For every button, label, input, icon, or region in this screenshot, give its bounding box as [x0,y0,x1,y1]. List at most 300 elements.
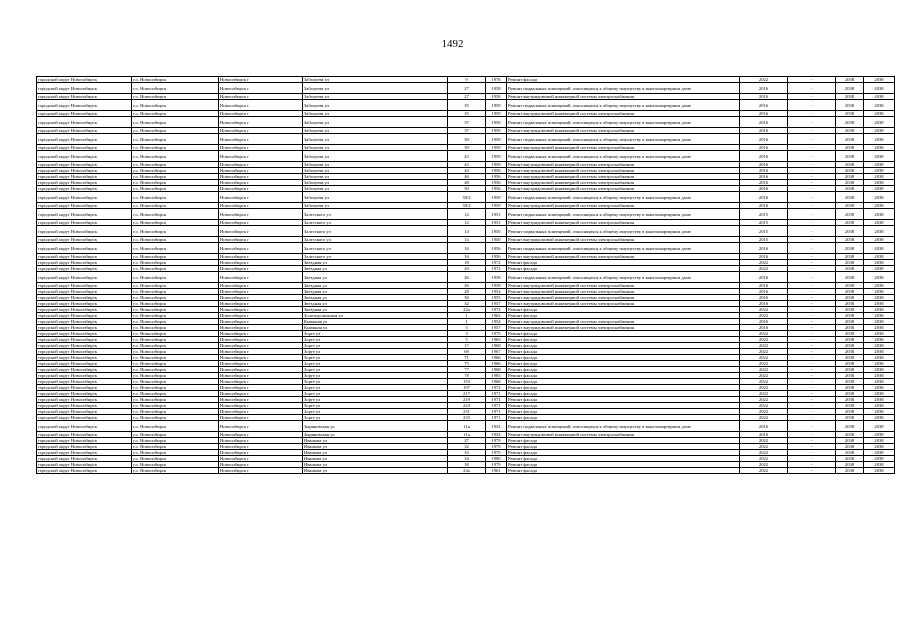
period-end-cell: 2038 [864,151,895,162]
build-year-cell: 1959 [486,117,507,128]
street-cell: Зорге ул [303,343,448,349]
table-row [37,272,895,283]
street-cell: Забалуева ул [303,134,448,145]
dash-cell: - [788,349,836,355]
period-end-cell: 2038 [864,415,895,421]
period-end-cell: 2038 [864,355,895,361]
table-row [37,456,895,462]
plan-year-cell: 2022 [740,355,788,361]
municipality-cell: г.о. Новосибирск [132,450,219,456]
municipality-cell: г.о. Новосибирск [132,77,219,83]
city-cell: Новосибирск г [219,260,303,266]
table-row [37,403,895,409]
dash-cell: - [788,237,836,243]
street-cell: Забалуева ул [303,145,448,151]
build-year-cell: 1972 [486,385,507,391]
city-cell: Новосибирск г [219,174,303,180]
plan-year-cell: 2022 [740,385,788,391]
dash-cell: - [788,367,836,373]
city-cell: Новосибирск г [219,226,303,237]
city-cell: Новосибирск г [219,349,303,355]
house-number-cell: 27 [448,438,486,444]
street-cell: Звездная ул [303,307,448,313]
work-type-cell: Ремонт внутридомовой инженерной системы электроснабжения [507,301,740,307]
period-start-cell: 2038 [836,361,864,367]
house-number-cell: 33 [448,450,486,456]
period-start-cell: 2038 [836,283,864,289]
plan-year-cell: 2016 [740,272,788,283]
build-year-cell: 1961 [486,468,507,474]
period-end-cell: 2038 [864,397,895,403]
period-start-cell: 2038 [836,289,864,295]
table-row [37,180,895,186]
plan-year-cell: 2015 [740,226,788,237]
district-cell: городской округ Новосибирск [37,373,132,379]
table-row [37,145,895,151]
period-end-cell: 2038 [864,209,895,220]
build-year-cell: 1962 [486,313,507,319]
municipality-cell: г.о. Новосибирск [132,111,219,117]
street-cell: Зорге ул [303,349,448,355]
table-row [37,162,895,168]
build-year-cell: 1954 [486,319,507,325]
city-cell: Новосибирск г [219,361,303,367]
work-type-cell: Ремонт внутридомовой инженерной системы электроснабжения [507,94,740,100]
period-end-cell: 2038 [864,254,895,260]
city-cell: Новосибирск г [219,289,303,295]
house-number-cell: 28 [448,289,486,295]
work-type-cell: Ремонт фасада [507,355,740,361]
period-start-cell: 2038 [836,151,864,162]
plan-year-cell: 2022 [740,450,788,456]
city-cell: Новосибирск г [219,111,303,117]
house-number-cell: 3 [448,325,486,331]
table-row [37,462,895,468]
period-end-cell: 2038 [864,325,895,331]
plan-year-cell: 2016 [740,301,788,307]
table-row [37,237,895,243]
district-cell: городской округ Новосибирск [37,254,132,260]
city-cell: Новосибирск г [219,343,303,349]
build-year-cell: 1979 [486,444,507,450]
period-start-cell: 2038 [836,203,864,209]
table-row [37,289,895,295]
dash-cell: - [788,203,836,209]
city-cell: Новосибирск г [219,432,303,438]
work-type-cell: Ремонт фасада [507,462,740,468]
table-row [37,301,895,307]
table-row [37,77,895,83]
work-type-cell: Ремонт внутридомовой инженерной системы электроснабжения [507,325,740,331]
house-number-cell: 35 [448,100,486,111]
dash-cell: - [788,243,836,254]
district-cell: городской округ Новосибирск [37,456,132,462]
dash-cell: - [788,397,836,403]
plan-year-cell: 2016 [740,128,788,134]
street-cell: Зыряновская ул [303,432,448,438]
plan-year-cell: 2016 [740,83,788,94]
district-cell: городской округ Новосибирск [37,237,132,243]
house-number-cell: 39/2 [448,192,486,203]
street-cell: Ивашова ул [303,450,448,456]
municipality-cell: г.о. Новосибирск [132,180,219,186]
city-cell: Новосибирск г [219,145,303,151]
dash-cell: - [788,468,836,474]
table-row [37,83,895,94]
house-number-cell: 37 [448,117,486,128]
district-cell: городской округ Новосибирск [37,450,132,456]
period-start-cell: 2038 [836,462,864,468]
period-end-cell: 2038 [864,186,895,192]
city-cell: Новосибирск г [219,468,303,474]
table-row [37,397,895,403]
city-cell: Новосибирск г [219,415,303,421]
plan-year-cell: 2022 [740,313,788,319]
build-year-cell: 1951 [486,209,507,220]
house-number-cell: 32 [448,444,486,450]
period-end-cell: 2038 [864,331,895,337]
period-end-cell: 2038 [864,313,895,319]
table-row [37,409,895,415]
work-type-cell: Ремонт фасада [507,266,740,272]
work-type-cell: Ремонт фасада [507,397,740,403]
dash-cell: - [788,192,836,203]
street-cell: Забалуева ул [303,128,448,134]
period-end-cell: 2038 [864,283,895,289]
period-end-cell: 2038 [864,367,895,373]
work-type-cell: Ремонт подвальных помещений, относящихся к общему имуществу в многоквартирном доме [507,243,740,254]
period-start-cell: 2038 [836,174,864,180]
dash-cell: - [788,444,836,450]
build-year-cell: 1975 [486,331,507,337]
work-type-cell: Ремонт фасада [507,444,740,450]
district-cell: городской округ Новосибирск [37,162,132,168]
street-cell: Зорге ул [303,415,448,421]
period-start-cell: 2038 [836,94,864,100]
build-year-cell: 1958 [486,272,507,283]
district-cell: городской округ Новосибирск [37,355,132,361]
build-year-cell: 1959 [486,151,507,162]
table-row [37,438,895,444]
house-number-cell: 50 [448,186,486,192]
work-type-cell: Ремонт фасада [507,337,740,343]
work-type-cell: Ремонт подвальных помещений, относящихся к общему имуществу в многоквартирном доме [507,421,740,432]
table-row [37,117,895,128]
district-cell: городской округ Новосибирск [37,462,132,468]
period-start-cell: 2038 [836,272,864,283]
period-end-cell: 2038 [864,111,895,117]
municipality-cell: г.о. Новосибирск [132,283,219,289]
house-number-cell: 197 [448,385,486,391]
period-start-cell: 2038 [836,367,864,373]
build-year-cell: 1954 [486,289,507,295]
dash-cell: - [788,361,836,367]
street-cell: Забалуева ул [303,111,448,117]
table-row [37,343,895,349]
district-cell: городской округ Новосибирск [37,145,132,151]
dash-cell: - [788,220,836,226]
municipality-cell: г.о. Новосибирск [132,379,219,385]
period-end-cell: 2038 [864,403,895,409]
dash-cell: - [788,331,836,337]
period-end-cell: 2038 [864,168,895,174]
district-cell: городской округ Новосибирск [37,83,132,94]
build-year-cell: 1950 [486,226,507,237]
period-start-cell: 2038 [836,168,864,174]
municipality-cell: г.о. Новосибирск [132,203,219,209]
city-cell: Новосибирск г [219,77,303,83]
work-type-cell: Ремонт внутридомовой инженерной системы электроснабжения [507,254,740,260]
table-row [37,203,895,209]
house-number-cell: 26 [448,272,486,283]
municipality-cell: г.о. Новосибирск [132,337,219,343]
street-cell: Забалуева ул [303,192,448,203]
dash-cell: - [788,260,836,266]
table-row [37,283,895,289]
city-cell: Новосибирск г [219,456,303,462]
plan-year-cell: 2016 [740,180,788,186]
work-type-cell: Ремонт внутридомовой инженерной системы электроснабжения [507,168,740,174]
period-end-cell: 2038 [864,220,895,226]
municipality-cell: г.о. Новосибирск [132,397,219,403]
period-end-cell: 2038 [864,379,895,385]
period-start-cell: 2038 [836,385,864,391]
district-cell: городской округ Новосибирск [37,289,132,295]
municipality-cell: г.о. Новосибирск [132,192,219,203]
table-row [37,128,895,134]
district-cell: городской округ Новосибирск [37,168,132,174]
city-cell: Новосибирск г [219,117,303,128]
period-start-cell: 2038 [836,319,864,325]
street-cell: Звездная ул [303,289,448,295]
street-cell: Забалуева ул [303,162,448,168]
dash-cell: - [788,343,836,349]
house-number-cell: 22а [448,307,486,313]
street-cell: Книжная ул [303,325,448,331]
table-row [37,391,895,397]
work-type-cell: Ремонт фасада [507,379,740,385]
build-year-cell: 1959 [486,145,507,151]
table-row [37,385,895,391]
table-row [37,373,895,379]
plan-year-cell: 2016 [740,186,788,192]
municipality-cell: г.о. Новосибирск [132,162,219,168]
work-type-cell: Ремонт подвальных помещений, относящихся к общему имуществу в многоквартирном доме [507,134,740,145]
table-row [37,226,895,237]
dash-cell: - [788,209,836,220]
period-end-cell: 2038 [864,391,895,397]
period-end-cell: 2038 [864,373,895,379]
work-type-cell: Ремонт фасада [507,361,740,367]
municipality-cell: г.о. Новосибирск [132,462,219,468]
city-cell: Новосибирск г [219,203,303,209]
work-type-cell: Ремонт внутридомовой инженерной системы электроснабжения [507,237,740,243]
period-start-cell: 2038 [836,128,864,134]
build-year-cell: 1951 [486,220,507,226]
street-cell: Зорге ул [303,409,448,415]
street-cell: Забалуева ул [303,117,448,128]
build-year-cell: 1959 [486,203,507,209]
period-start-cell: 2038 [836,415,864,421]
municipality-cell: г.о. Новосибирск [132,355,219,361]
district-cell: городской округ Новосибирск [37,468,132,474]
work-type-cell: Ремонт внутридомовой инженерной системы электроснабжения [507,180,740,186]
build-year-cell: 1959 [486,111,507,117]
plan-year-cell: 2022 [740,260,788,266]
city-cell: Новосибирск г [219,391,303,397]
period-start-cell: 2038 [836,397,864,403]
dash-cell: - [788,151,836,162]
district-cell: городской округ Новосибирск [37,243,132,254]
district-cell: городской округ Новосибирск [37,438,132,444]
work-type-cell: Ремонт внутридомовой инженерной системы электроснабжения [507,162,740,168]
municipality-cell: г.о. Новосибирск [132,343,219,349]
period-end-cell: 2038 [864,438,895,444]
municipality-cell: г.о. Новосибирск [132,226,219,237]
street-cell: Зорге ул [303,331,448,337]
city-cell: Новосибирск г [219,209,303,220]
district-cell: городской округ Новосибирск [37,325,132,331]
municipality-cell: г.о. Новосибирск [132,209,219,220]
table-row [37,295,895,301]
municipality-cell: г.о. Новосибирск [132,254,219,260]
build-year-cell: 1956 [486,168,507,174]
period-end-cell: 2038 [864,272,895,283]
street-cell: Залесского ул [303,220,448,226]
build-year-cell: 1972 [486,266,507,272]
city-cell: Новосибирск г [219,438,303,444]
period-start-cell: 2038 [836,379,864,385]
build-year-cell: 1958 [486,283,507,289]
dash-cell: - [788,111,836,117]
table-row [37,209,895,220]
period-end-cell: 2038 [864,444,895,450]
build-year-cell: 1954 [486,432,507,438]
district-cell: городской округ Новосибирск [37,266,132,272]
work-type-cell: Ремонт фасада [507,349,740,355]
house-number-cell: 5 [448,337,486,343]
dash-cell: - [788,313,836,319]
district-cell: городской округ Новосибирск [37,409,132,415]
street-cell: Залесского ул [303,254,448,260]
dash-cell: - [788,128,836,134]
table-row [37,444,895,450]
house-number-cell: 24а [448,468,486,474]
street-cell: Звездная ул [303,266,448,272]
dash-cell: - [788,272,836,283]
city-cell: Новосибирск г [219,444,303,450]
plan-year-cell: 2016 [740,151,788,162]
work-type-cell: Ремонт фасада [507,331,740,337]
table-row [37,379,895,385]
dash-cell: - [788,307,836,313]
district-cell: городской округ Новосибирск [37,391,132,397]
house-number-cell: 38 [448,462,486,468]
plan-year-cell: 2016 [740,432,788,438]
district-cell: городской округ Новосибирск [37,220,132,226]
dash-cell: - [788,391,836,397]
plan-year-cell: 2016 [740,325,788,331]
period-end-cell: 2038 [864,192,895,203]
street-cell: Зорге ул [303,391,448,397]
build-year-cell: 1959 [486,134,507,145]
plan-year-cell: 2022 [740,444,788,450]
municipality-cell: г.о. Новосибирск [132,325,219,331]
city-cell: Новосибирск г [219,272,303,283]
dash-cell: - [788,162,836,168]
city-cell: Новосибирск г [219,450,303,456]
plan-year-cell: 2015 [740,209,788,220]
house-number-cell: 14 [448,226,486,237]
dash-cell: - [788,100,836,111]
dash-cell: - [788,77,836,83]
period-end-cell: 2038 [864,174,895,180]
street-cell: Забалуева ул [303,174,448,180]
city-cell: Новосибирск г [219,337,303,343]
municipality-cell: г.о. Новосибирск [132,174,219,180]
street-cell: Звездная ул [303,260,448,266]
municipality-cell: г.о. Новосибирск [132,319,219,325]
house-number-cell: 233 [448,415,486,421]
table-row [37,220,895,226]
period-start-cell: 2038 [836,237,864,243]
work-type-cell: Ремонт внутридомовой инженерной системы электроснабжения [507,319,740,325]
municipality-cell: г.о. Новосибирск [132,301,219,307]
municipality-cell: г.о. Новосибирск [132,260,219,266]
period-end-cell: 2038 [864,180,895,186]
district-cell: городской округ Новосибирск [37,186,132,192]
street-cell: Зорге ул [303,361,448,367]
period-end-cell: 2038 [864,128,895,134]
plan-year-cell: 2022 [740,468,788,474]
city-cell: Новосибирск г [219,295,303,301]
period-end-cell: 2038 [864,226,895,237]
house-number-cell: 75 [448,361,486,367]
district-cell: городской округ Новосибирск [37,421,132,432]
city-cell: Новосибирск г [219,283,303,289]
street-cell: Звездная ул [303,301,448,307]
dash-cell: - [788,373,836,379]
district-cell: городской округ Новосибирск [37,313,132,319]
table-row [37,337,895,343]
period-end-cell: 2038 [864,450,895,456]
plan-year-cell: 2016 [740,94,788,100]
period-start-cell: 2038 [836,117,864,128]
work-type-cell: Ремонт подвальных помещений, относящихся к общему имуществу в многоквартирном доме [507,192,740,203]
house-number-cell: 48 [448,180,486,186]
work-type-cell: Ремонт фасада [507,307,740,313]
period-start-cell: 2038 [836,337,864,343]
work-type-cell: Ремонт фасада [507,450,740,456]
house-number-cell: 44 [448,168,486,174]
dash-cell: - [788,450,836,456]
period-start-cell: 2038 [836,243,864,254]
municipality-cell: г.о. Новосибирск [132,151,219,162]
dash-cell: - [788,180,836,186]
house-number-cell: 219 [448,397,486,403]
house-number-cell: 37 [448,128,486,134]
district-cell: городской округ Новосибирск [37,307,132,313]
period-end-cell: 2038 [864,77,895,83]
build-year-cell: 1955 [486,295,507,301]
period-end-cell: 2038 [864,361,895,367]
period-end-cell: 2038 [864,162,895,168]
municipality-cell: г.о. Новосибирск [132,128,219,134]
house-number-cell: 1 [448,313,486,319]
municipality-cell: г.о. Новосибирск [132,349,219,355]
street-cell: Залесского ул [303,243,448,254]
build-year-cell: 1954 [486,421,507,432]
